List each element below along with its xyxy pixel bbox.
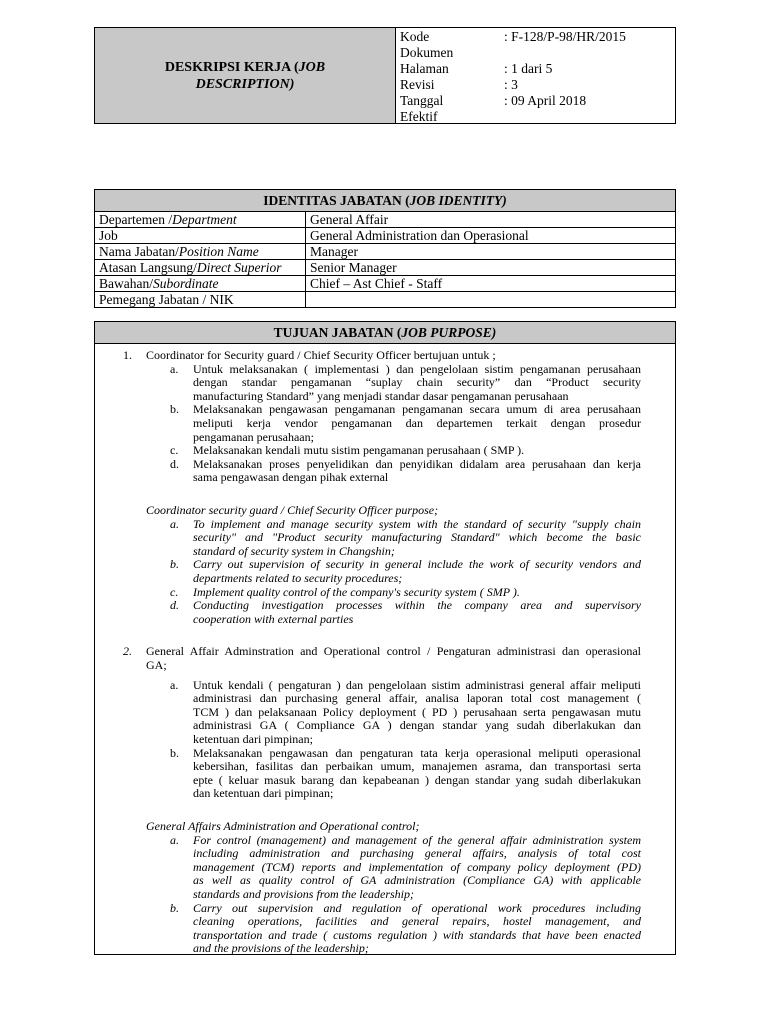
purpose-title: TUJUAN JABATAN (JOB PURPOSE)	[95, 322, 675, 344]
list-item-line: Carry out supervision of security in general include the work of security vendors and	[193, 557, 641, 572]
list-letter: c.	[170, 443, 179, 458]
list-item-line: and the provisions of the leadership;	[193, 941, 369, 956]
list-letter: c.	[170, 584, 179, 599]
list-letter: a.	[170, 677, 179, 692]
list-item-line: administrasi dan purchasing general affair, analisa laporan total cost management (	[193, 691, 641, 706]
list-item-line: management (TCM) reports and implementation of company policy deployment (PD)	[193, 859, 641, 874]
list-item-line: For control (management) and management of the general affair administration system	[193, 832, 641, 847]
list-item-line: Melaksanakan proses penyelidikan dan penyidikan didalam area perusahaan dan kerja	[193, 456, 641, 471]
list-letter: d.	[170, 456, 179, 471]
table-row: Pemegang Jabatan / NIK	[95, 292, 676, 308]
list-item-line: pengamanan perusahaan;	[193, 429, 314, 444]
list-item-line: Untuk melaksanakan ( implementasi ) dan pengelolaan sistim pengamanan perusahaan	[193, 361, 641, 376]
list-letter: a.	[170, 516, 179, 531]
meta-key: Kode	[400, 29, 430, 44]
list-item-line: Implement quality control of the company's security system ( SMP ).	[193, 584, 520, 599]
purpose-section	[94, 321, 676, 955]
list-item-line: Melaksanakan pengawasan dan pengaturan tata kerja operasional meliputi operasional	[193, 745, 641, 760]
meta-key: Efektif	[400, 109, 438, 124]
list-letter: a.	[170, 361, 179, 376]
list-letter: d.	[170, 598, 179, 613]
section-heading: Coordinator for Security guard / Chief Security Officer bertujuan untuk ;	[146, 348, 496, 362]
section-number: 2.	[123, 644, 132, 659]
meta-value: : 09 April 2018	[504, 93, 587, 108]
list-letter: b.	[170, 402, 179, 417]
title-italic-2: DESCRIPTION)	[195, 76, 295, 92]
list-item-line: manufacturing Standard” yang menjadi standar dasar pengamanan perusahaan	[193, 388, 569, 403]
meta-key: Halaman	[400, 61, 449, 76]
table-row: Atasan Langsung/Direct Superior Senior Manager	[95, 260, 676, 276]
meta-value: : 1 dari 5	[504, 61, 553, 76]
identity-title: IDENTITAS JABATAN (JOB IDENTITY)	[95, 190, 676, 212]
identity-table	[94, 189, 676, 308]
table-row: Job General Administration dan Operasional	[95, 228, 676, 244]
meta-value: : F-128/P-98/HR/2015	[504, 29, 626, 44]
list-letter: a.	[170, 832, 179, 847]
list-item-line: kebersihan, fasilitas dan perbaikan umum, manajemen asrama, dan transportasi serta	[193, 759, 641, 774]
table-row: Departemen /Department General Affair	[95, 212, 676, 228]
list-item-line: dan ketentuan dari pimpinan;	[193, 786, 334, 801]
table-row: Nama Jabatan/Position Name Manager	[95, 244, 676, 260]
list-item-line: transportation and trade ( customs regulation ) with standards that have been enacted	[193, 927, 641, 942]
section-heading: GA;	[146, 658, 167, 672]
meta-key: Revisi	[400, 77, 435, 92]
section-heading: General Affairs Administration and Operational control;	[146, 819, 420, 833]
list-item-line: standard of security system in Changshin;	[193, 543, 395, 558]
list-item-line: standards and provisions from the leadership;	[193, 887, 414, 901]
list-item-line: security" and "Product security manufacturing Standard" which become the basic	[193, 530, 641, 545]
document-title	[95, 28, 396, 123]
list-letter: b.	[170, 900, 179, 915]
list-item-line: Carry out supervision and regulation of operational work procedures including	[193, 900, 641, 915]
list-letter: b.	[170, 745, 179, 760]
list-item-line: TCM ) dan pelaksanaan Policy deployment ( PD ) perusahaan serta pengawasan mutu	[193, 704, 641, 719]
list-item-line: cleaning operations, facilities and general repairs, hostel management, and	[193, 914, 641, 929]
section-heading: Coordinator security guard / Chief Security Officer purpose;	[146, 503, 439, 517]
list-item-line: epte ( keluar masuk barang dan kepabeanan ) dengan standar yang sudah diberlakukan	[193, 772, 641, 787]
list-item-line: Untuk kendali ( pengaturan ) dan pengelolaan sistim administrasi general affair meliputi	[193, 677, 641, 692]
list-item-line: cooperation with external parties	[193, 611, 354, 626]
list-item-line: departments related to security procedures;	[193, 571, 403, 585]
list-item-line: as well as quality control of GA administration (Compliance GA) with applicable	[193, 873, 641, 888]
list-item-line: dengan standar pengamanan “suplay chain security” dan “Product security	[193, 375, 641, 390]
meta-value: : 3	[504, 77, 518, 92]
section-number: 1.	[123, 348, 132, 362]
list-item-line: Conducting investigation processes within the company area and supervisory	[193, 598, 641, 613]
list-item-line: To implement and manage security system with the standard of security "supply chain	[193, 516, 641, 531]
table-row: Bawahan/Subordinate Chief – Ast Chief - Staff	[95, 276, 676, 292]
meta-key: Dokumen	[400, 45, 454, 60]
list-item-line: including administration and purchasing general affairs, analysis of total cost	[193, 846, 641, 861]
list-item-line: administrasi GA ( Compliance GA ) dengan standar yang sudah diberlakukan dan	[193, 718, 641, 733]
list-letter: b.	[170, 557, 179, 572]
title-italic: JOB	[298, 59, 326, 75]
list-item-line: ketentuan dari pimpinan;	[193, 732, 313, 746]
list-item-line: meliputi kerja vendor pengamanan dan departemen terkait dengan prosedur	[193, 416, 641, 430]
list-item-line: sama pengawasan dengan pihak external	[193, 470, 389, 485]
list-item-line: Melaksanakan pengawasan pengamanan pengamanan secara umum di area perusahaan	[193, 402, 641, 417]
title-text: DESKRIPSI KERJA (	[164, 59, 299, 75]
section-heading: General Affair Adminstration and Operational control / Pengaturan administrasi dan operasional	[146, 644, 641, 659]
list-item-line: Melaksanakan kendali mutu sistim pengamanan perusahaan ( SMP ).	[193, 443, 525, 458]
meta-key: Tanggal	[400, 93, 444, 108]
document-header	[94, 27, 676, 124]
